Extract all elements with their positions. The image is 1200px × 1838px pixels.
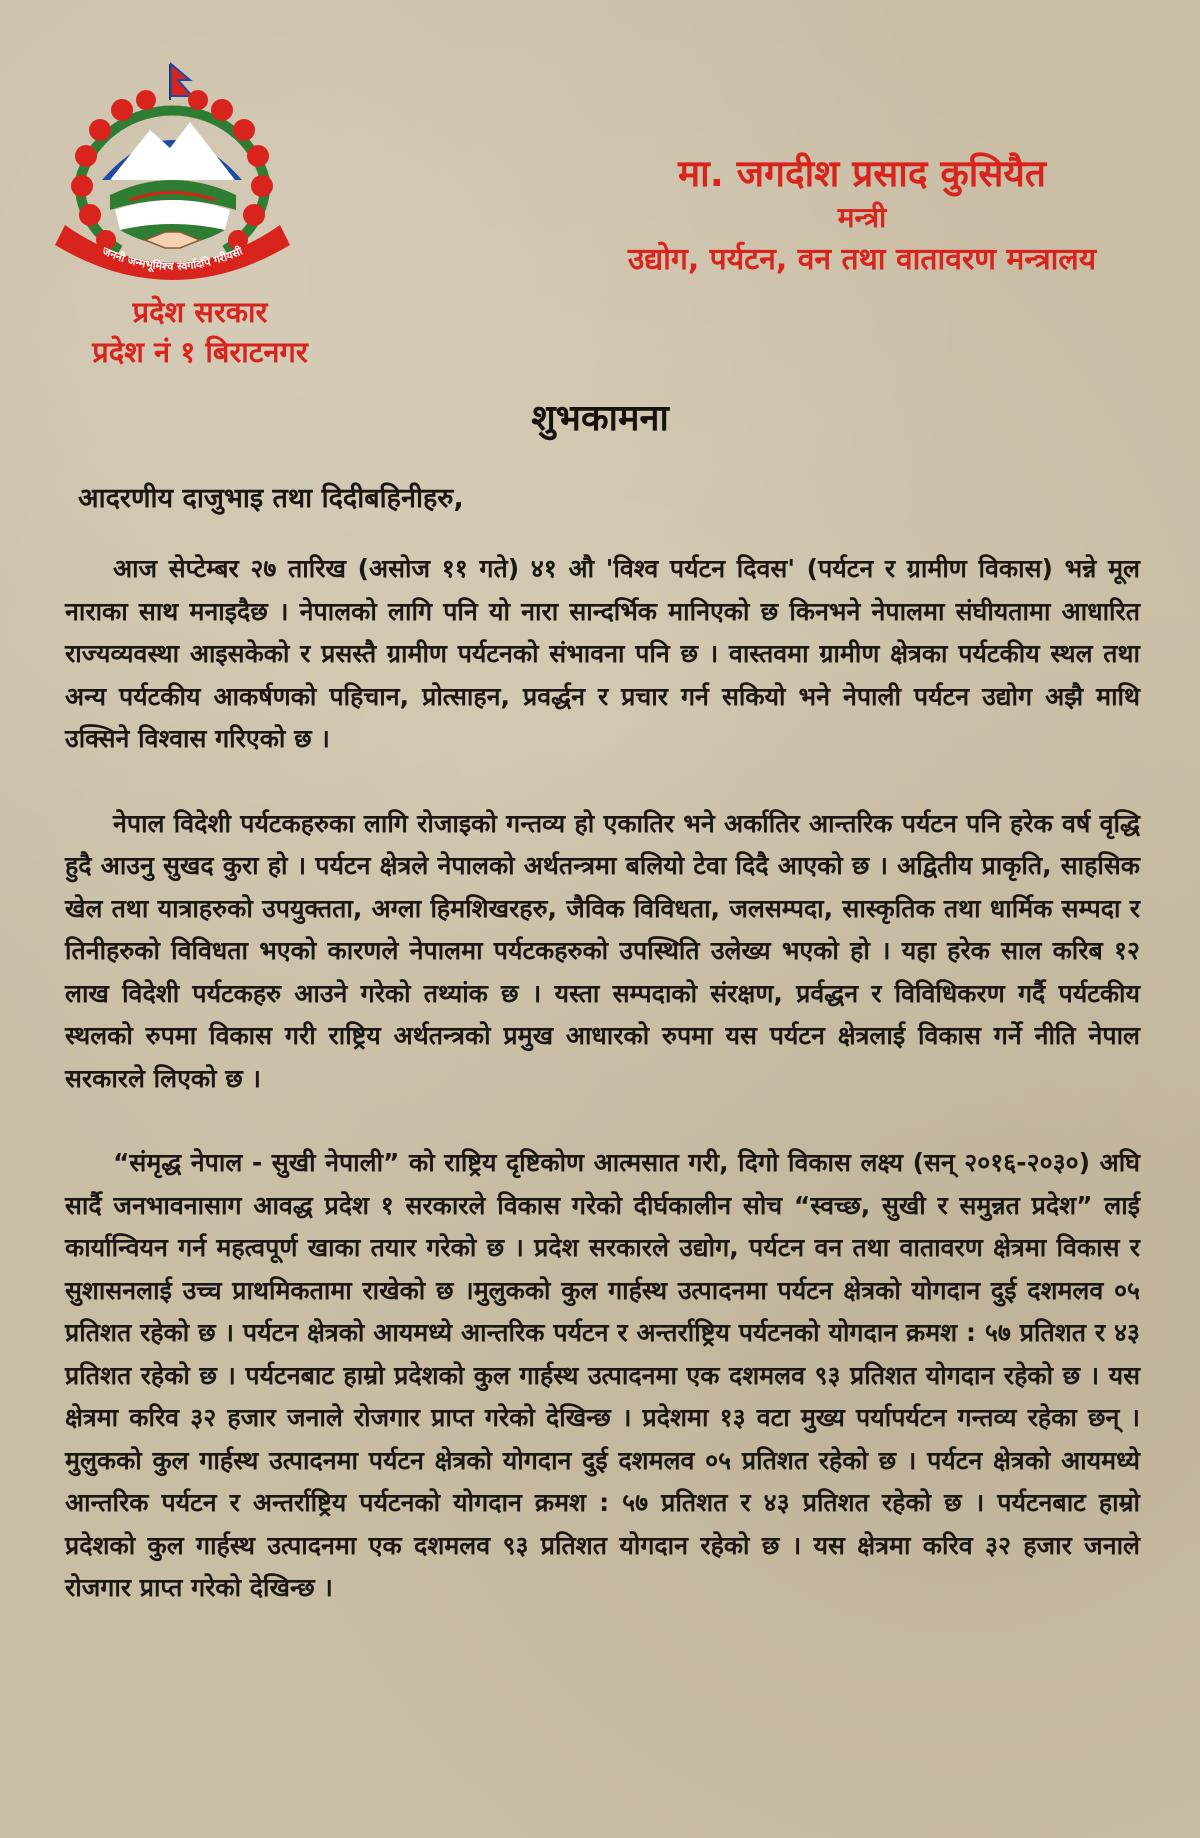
mountain-landscape-icon xyxy=(102,122,242,245)
organization-block xyxy=(50,292,350,372)
org-line-1: प्रदेश सरकार xyxy=(132,295,268,329)
org-line-2: प्रदेश नं १ बिराटनगर xyxy=(92,335,308,369)
minister-block xyxy=(542,150,1182,282)
emblem-motto: जननी जन्मभूमिश्च स्वर्गादपि गरीयसी xyxy=(100,244,245,274)
salutation: आदरणीय दाजुभाइ तथा दिदीबहिनीहरु, xyxy=(78,483,464,514)
minister-role: मन्त्री xyxy=(837,201,887,234)
paragraph-1: आज सेप्टेम्बर २७ तारिख (असोज ११ गते) ४१ औ 'विश्व पर्यटन दिवस' (पर्यटन र ग्रामीण विकास) भन्ने मूल नाराका साथ मनाइदैछ । नेपालको लागि पनि यो नारा सान्दर्भिक मानिएको छ किनभने नेपालमा संघीयतामा आधारित राज्यव्यवस्था आइसकेको र प्रसस्तै ग्रामीण पर्यटनको संभावना पनि छ । वास्तवमा ग्रामीण क्षेत्रका पर्यटकीय स्थल तथा अन्य पर्यटकीय आकर्षणको पहिचान, प्रोत्साहन, प्रवर्द्धन र प्रचार गर्न सकियो भने नेपाली पर्यटन उद्योग अझै माथि उक्सिने विश्वास गरिएको छ । xyxy=(65,554,1140,753)
letter-body xyxy=(65,548,1140,1652)
nepal-coat-of-arms-icon xyxy=(40,60,305,285)
paragraph-2: नेपाल विदेशी पर्यटकहरुका लागि रोजाइको गन्तव्य हो एकातिर भने अर्कातिर आन्तरिक पर्यटन पनि हरेक वर्ष वृद्धि हुदै आउनु सुखद कुरा हो । पर्यटन क्षेत्रले नेपालको अर्थतन्त्रमा बलियो टेवा दिदै आएको छ । अद्वितीय प्राकृति, साहसिक खेल तथा यात्राहरुको उपयुक्तता, अग्ला हिमशिखरहरु, जैविक विविधता, जलसम्पदा, सास्कृतिक तथा धार्मिक सम्पदा र तिनीहरुको विविधता भएको कारणले नेपालमा पर्यटकहरुको उपस्थिति उलेख्य भएको हो । यहा हरेक साल करिब १२ लाख विदेशी पर्यटकहरु आउने गरेको तथ्यांक छ । यस्ता सम्पदाको संरक्षण, प्रर्वद्धन र विविधिकरण गर्दै पर्यटकीय स्थलको रुपमा विकास गरी राष्ट्रिय अर्थतन्त्रको प्रमुख आधारको रुपमा यस पर्यटन क्षेत्रलाई विकास गर्ने नीति नेपाल सरकारले लिएको छ । xyxy=(65,808,1140,1093)
minister-name: मा. जगदीश प्रसाद कुसियैत xyxy=(678,152,1046,195)
paragraph-3: “संमृद्ध नेपाल - सुखी नेपाली” को राष्ट्रिय दृष्टिकोण आत्मसात गरी, दिगो विकास लक्ष्य (सन् २०१६-२०३०) अघि सार्दै जनभावनासाग आवद्ध प्रदेश १ सरकारले विकास गरेको दीर्घकालीन सोच “स्वच्छ, सुखी र समुन्नत प्रदेश” लाई कार्यान्वियन गर्न महत्वपूर्ण खाका तयार गरेको छ । प्रदेश सरकारले उद्योग, पर्यटन वन तथा वातावरण क्षेत्रमा विकास र सुशासनलाई उच्च प्राथमिकतामा राखेको छ ।मुलुकको कुल गार्हस्थ उत्पादनमा पर्यटन क्षेत्रको योगदान दुई दशमलव ०५ प्रतिशत रहेको छ । पर्यटन क्षेत्रको आयमध्ये आन्तरिक पर्यटन र अन्तर्राष्ट्रिय पर्यटनको योगदान क्रमश : ५७ प्रतिशत र ४३ प्रतिशत रहेको छ । पर्यटनबाट हाम्रो प्रदेशको कुल गार्हस्थ उत्पादनमा एक दशमलव ९३ प्रतिशत योगदान रहेको छ । यस क्षेत्रमा करिव ३२ हजार जनाले रोजगार प्राप्त गरेको देखिन्छ । प्रदेशमा १३ वटा मुख्य पर्यापर्यटन गन्तव्य रहेका छन् । मुलुकको कुल गार्हस्थ उत्पादनमा पर्यटन क्षेत्रको योगदान दुई दशमलव ०५ प्रतिशत रहेको छ । पर्यटन क्षेत्रको आयमध्ये आन्तरिक पर्यटन र अन्तर्राष्ट्रिय पर्यटनको योगदान क्रमश : ५७ प्रतिशत र ४३ प्रतिशत रहेको छ । पर्यटनबाट हाम्रो प्रदेशको कुल गार्हस्थ उत्पादनमा एक दशमलव ९३ प्रतिशत योगदान रहेको छ । यस क्षेत्रमा करिव ३२ हजार जनाले रोजगार प्राप्त गरेको देखिन्छ । xyxy=(65,1148,1140,1602)
page-title: शुभकामना xyxy=(531,398,669,439)
nepal-flag-icon xyxy=(170,64,192,100)
ministry-name: उद्योग, पर्यटन, वन तथा वातावरण मन्त्रालय xyxy=(627,242,1097,277)
